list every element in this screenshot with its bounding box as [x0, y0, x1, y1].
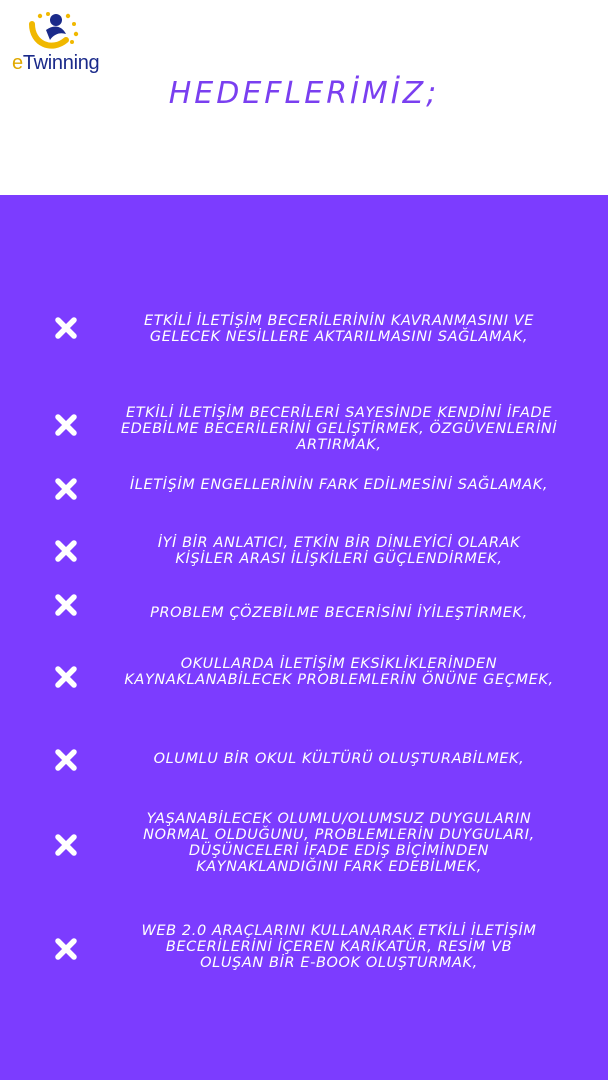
goal-text: ETKİLİ İLETİŞİM BECERİLERİ SAYESİNDE KENDİNİ İFADE EDEBİLME BECERİLERİNİ GELİŞTİRMEK, ÖZGÜVENLERİNİ ARTIRMAK,	[120, 405, 558, 453]
goals-panel	[0, 195, 608, 1080]
close-icon	[54, 937, 78, 961]
goal-text: İLETİŞİM ENGELLERİNİN FARK EDİLMESİNİ SAĞLAMAK,	[129, 477, 549, 493]
goal-text: OKULLARDA İLETİŞİM EKSİKLİKLERİNDEN KAYNAKLANABİLECEK PROBLEMLERİN ÖNÜNE GEÇMEK,	[124, 656, 554, 688]
goal-text: PROBLEM ÇÖZEBİLME BECERİSİNİ İYİLEŞTİRMEK,	[150, 605, 528, 621]
close-icon	[54, 539, 78, 563]
etwinning-wordmark: eTwinning	[12, 52, 100, 74]
goal-text: YAŞANABİLECEK OLUMLU/OLUMSUZ DUYGULARIN NORMAL OLDUĞUNU, PROBLEMLERİN DUYGULARI, DÜŞÜNCELERİ İFADE EDİŞ BİÇİMİNDEN KAYNAKLANDIĞINI FARK EDEBİLMEK,	[143, 811, 535, 875]
close-icon	[54, 413, 78, 437]
etwinning-logo	[8, 10, 100, 74]
close-icon	[54, 748, 78, 772]
goal-text: OLUMLU BİR OKUL KÜLTÜRÜ OLUŞTURABİLMEK,	[153, 751, 525, 767]
page-title: HEDEFLERİMİZ;	[168, 76, 440, 111]
etwinning-emblem-icon	[26, 10, 82, 54]
close-icon	[54, 665, 78, 689]
close-icon	[54, 477, 78, 501]
close-icon	[54, 316, 78, 340]
goal-text: ETKİLİ İLETİŞİM BECERİLERİNİN KAVRANMASINI VE GELECEK NESİLLERE AKTARILMASINI SAĞLAMAK,	[143, 313, 535, 345]
goal-text: WEB 2.0 ARAÇLARINI KULLANARAK ETKİLİ İLETİŞİM BECERİLERİNİ İÇEREN KARİKATÜR, RESİM VB OLUŞAN BİR E-BOOK OLUŞTURMAK,	[141, 923, 537, 971]
close-icon	[54, 833, 78, 857]
close-icon	[54, 593, 78, 617]
goal-text: İYİ BİR ANLATICI, ETKİN BİR DİNLEYİCİ OLARAK KİŞİLER ARASI İLİŞKİLERİ GÜÇLENDİRMEK,	[157, 535, 521, 567]
